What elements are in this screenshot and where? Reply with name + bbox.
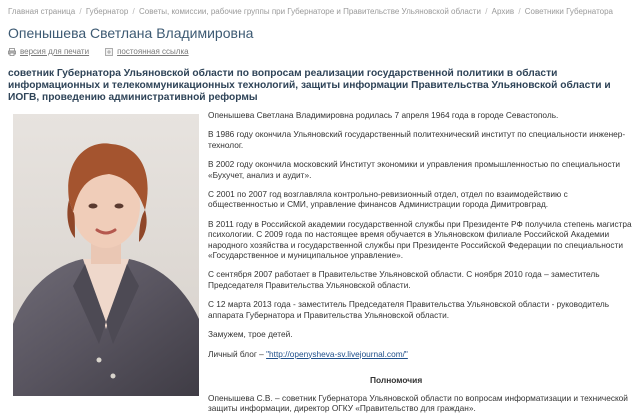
blog-link[interactable]: "http://openysheva-sv.livejournal.com/" <box>266 348 408 359</box>
link-icon <box>105 48 113 56</box>
bio-paragraph: С 2001 по 2007 год возглавляла контрольно-ревизионный отдел, отдел по взаимодействию с общественностью и СМИ, управление финансов Администрации города Димитровград. <box>208 189 568 210</box>
breadcrumb-governor[interactable]: Губернатор <box>85 7 129 16</box>
print-version-label[interactable]: версия для печати <box>20 47 90 56</box>
breadcrumb-archive[interactable]: Архив <box>491 7 515 16</box>
personal-blog <box>208 349 632 359</box>
bio-paragraph: В 2011 году в Российской академии государственной службы при Президенте РФ получила степень магистра психологии. С 2009 года по настоящее время обучается в Ульяновском филиале Российской Академии народного хозяйства и государственной службы при Президенте Российской Федерации по специальности «Государственное и муниципальное управление». <box>208 218 632 261</box>
blog-label: Личный блог – <box>208 348 264 359</box>
breadcrumb-separator: / <box>132 7 135 16</box>
position-subtitle: советник Губернатора Ульяновской области по вопросам реализации государственной политики в области информационных и телекоммуникационных технологий, защиты информации Правительства Ульяновской области и ИОГВ, проведению административной реформы <box>8 68 611 104</box>
bio-paragraph: Замужем, трое детей. <box>208 329 293 340</box>
permalink-link[interactable] <box>105 47 189 56</box>
page-actions <box>8 47 189 56</box>
bio-paragraph: С сентября 2007 работает в Правительстве Ульяновской области. С ноября 2010 года – заместитель Председателя Правительства Ульяновской области. <box>208 269 600 290</box>
bio-paragraph: В 2002 году окончила московский Институт экономики и управления промышленностью по специальности «Бухучет, анализ и аудит». <box>208 159 621 180</box>
breadcrumb-separator: / <box>485 7 488 16</box>
bio-paragraph: В 1986 году окончила Ульяновский государственный политехнический институт по специальности инженер-технолог. <box>208 129 626 150</box>
breadcrumb-councils[interactable]: Советы, комиссии, рабочие группы при Губернаторе и Правительстве Ульяновской области <box>139 7 481 16</box>
breadcrumb-home[interactable]: Главная страница <box>8 7 76 16</box>
breadcrumb-separator: / <box>79 7 82 16</box>
bio-paragraph: С 12 марта 2013 года - заместитель Председателя Правительства Ульяновской области - руководитель аппарата Губернатора и Правительства Ульяновской области. <box>208 299 610 320</box>
powers-text: Опенышева С.В. – советник Губернатора Ульяновской области по вопросам информатизации и технической защиты информации, директор ОГКУ «Правительство для граждан». <box>208 393 628 414</box>
powers-heading: Полномочия <box>370 375 423 385</box>
bio-paragraph: Опенышева Светлана Владимировна родилась 7 апреля 1964 года в городе Севастополь. <box>208 110 559 120</box>
breadcrumb-advisors[interactable]: Советники Губернатора <box>524 7 613 16</box>
print-version-link[interactable] <box>8 47 89 56</box>
breadcrumb <box>8 7 634 16</box>
portrait-photo <box>13 114 199 396</box>
page-title: Опенышева Светлана Владимировна <box>8 25 254 41</box>
permalink-label[interactable]: постоянная ссылка <box>117 47 189 56</box>
print-icon <box>8 48 16 56</box>
biography <box>208 110 632 368</box>
breadcrumb-separator: / <box>518 7 521 16</box>
